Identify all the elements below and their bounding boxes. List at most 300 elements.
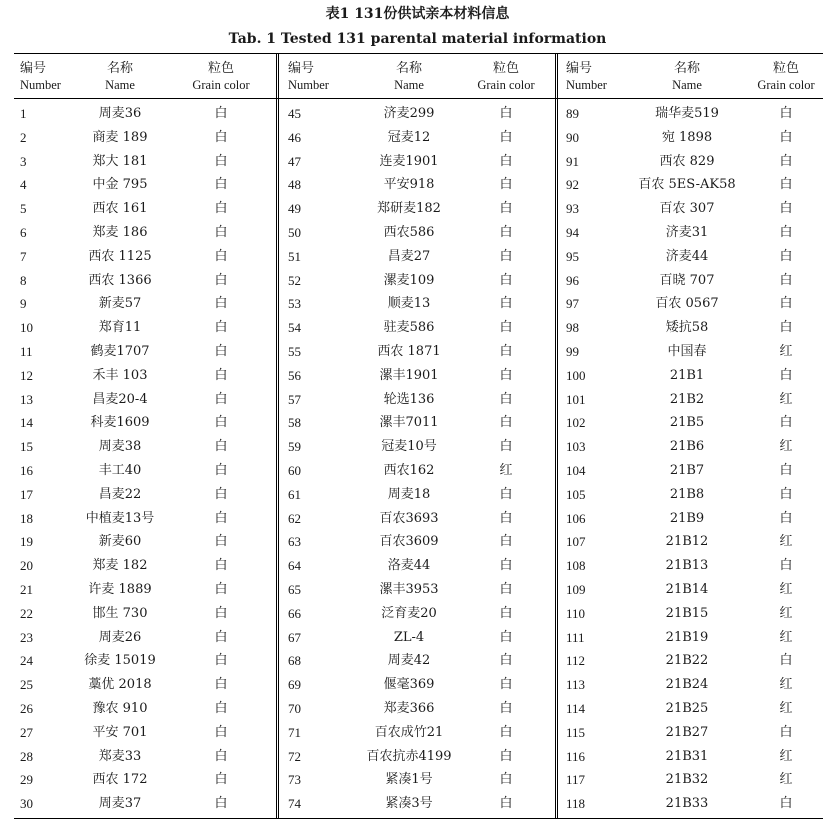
cell-number: 111 [566,629,585,645]
table-row [14,483,276,507]
table-row [559,697,823,721]
cell-number: 71 [288,724,301,740]
cell-grain-color: 白 [499,748,513,764]
bottom-rule [14,818,823,819]
cell-grain-color: 白 [499,248,513,264]
table-row [559,388,823,412]
cell-name: 科麦1609 [90,415,150,431]
cell-number: 117 [566,772,586,788]
name-header [359,60,459,94]
cell-grain-color: 红 [779,343,793,359]
cell-name: 漯麦109 [383,272,435,288]
cell-name: 紧凑1号 [385,772,433,788]
cell-number: 23 [20,629,33,645]
table-row [280,150,555,174]
cell-name: 郑麦33 [98,748,142,764]
number-header-en: Number [566,78,607,92]
cell-grain-color: 白 [214,534,228,550]
cell-grain-color: 白 [214,296,228,312]
cell-number: 116 [566,748,586,764]
table-row [14,578,276,602]
cell-number: 108 [566,558,586,574]
table-row [559,768,823,792]
cell-grain-color: 白 [214,724,228,740]
cell-grain-color: 白 [214,248,228,264]
table-row [280,649,555,673]
table-row [280,792,555,816]
table-row [280,697,555,721]
table-row [559,459,823,483]
cell-grain-color: 白 [214,201,228,217]
cell-name: 济麦44 [665,248,709,264]
cell-name: 百农 0567 [655,296,719,312]
cell-name: 邯生 730 [92,605,148,621]
table-row [14,435,276,459]
cell-grain-color: 白 [499,724,513,740]
cell-grain-color: 白 [214,177,228,193]
cell-number: 62 [288,510,301,526]
table-row [14,530,276,554]
cell-grain-color: 白 [214,510,228,526]
cell-number: 3 [20,153,27,169]
cell-number: 49 [288,201,301,217]
cell-name: 西农 1125 [88,248,152,264]
cell-grain-color: 白 [499,486,513,502]
cell-name: 紧凑3号 [385,796,433,812]
cell-name: 矮抗58 [665,320,709,336]
cell-number: 50 [288,224,301,240]
table-row [14,602,276,626]
table-row [280,435,555,459]
table-row [280,483,555,507]
cell-grain-color: 白 [779,796,793,812]
cell-name: 21B27 [665,724,709,740]
table-row [280,292,555,316]
cell-name: 郑大 181 [92,153,148,169]
cell-name: 轮选136 [383,391,435,407]
cell-name: 西农 829 [659,153,715,169]
cell-grain-color: 白 [499,343,513,359]
table-row [280,173,555,197]
cell-grain-color: 白 [214,677,228,693]
table-row [280,721,555,745]
table-header [280,54,555,98]
cell-number: 8 [20,272,27,288]
cell-number: 65 [288,581,301,597]
cell-number: 98 [566,320,579,336]
cell-number: 17 [20,486,33,502]
cell-name: 21B31 [665,748,709,764]
cell-grain-color: 白 [214,415,228,431]
table-row [559,221,823,245]
cell-number: 14 [20,415,33,431]
table-row [14,697,276,721]
cell-grain-color: 白 [214,581,228,597]
cell-grain-color: 白 [214,462,228,478]
cell-number: 61 [288,486,301,502]
table-row [559,721,823,745]
table-row [559,673,823,697]
cell-grain-color: 白 [214,343,228,359]
table-row [280,126,555,150]
table-row [14,316,276,340]
cell-name: 中金 795 [92,177,148,193]
cell-grain-color: 白 [779,462,793,478]
table-row [14,792,276,816]
cell-number: 67 [288,629,301,645]
cell-number: 16 [20,462,33,478]
cell-grain-color: 白 [499,272,513,288]
cell-name: 瑞华麦519 [655,106,719,121]
cell-number: 70 [288,700,301,716]
cell-name: 洛麦44 [387,558,431,574]
cell-grain-color: 红 [779,605,793,621]
cell-grain-color: 白 [214,558,228,574]
table-row [559,269,823,293]
cell-number: 58 [288,415,301,431]
grain-color-header-cn: 粒色 [207,61,234,76]
cell-name: ZL-4 [393,629,425,645]
column-divider-2 [555,54,558,818]
cell-grain-color: 红 [779,391,793,407]
cell-name: 21B1 [669,367,705,383]
cell-number: 15 [20,439,33,455]
table-panel-1 [14,54,276,812]
cell-grain-color: 白 [779,224,793,240]
cell-number: 90 [566,129,579,145]
cell-grain-color: 白 [499,653,513,669]
cell-name: 济麦299 [383,106,435,121]
table-row [14,364,276,388]
cell-name: 周麦26 [98,629,142,645]
cell-number: 30 [20,796,33,812]
cell-grain-color: 白 [499,772,513,788]
table-row [559,197,823,221]
cell-grain-color: 红 [779,629,793,645]
header-rule [14,98,823,99]
table-header [14,54,276,98]
cell-name: 平安 701 [92,724,148,740]
cell-name: 21B13 [665,558,709,574]
cell-number: 21 [20,581,33,597]
cell-number: 2 [20,129,27,145]
cell-grain-color: 白 [214,605,228,621]
table-row [559,316,823,340]
cell-name: 西农 161 [92,201,148,217]
cell-grain-color: 红 [779,677,793,693]
cell-name: 漯丰7011 [379,415,439,431]
name-header-cn: 名称 [106,61,133,76]
cell-name: 21B33 [665,796,709,812]
cell-grain-color: 白 [214,224,228,240]
table-row [280,530,555,554]
cell-name: 周麦18 [387,486,431,502]
table-row [559,411,823,435]
cell-grain-color: 白 [779,486,793,502]
cell-name: 宛 1898 [661,129,713,145]
cell-grain-color: 白 [779,129,793,145]
table-row [280,459,555,483]
cell-name: 百农 5ES-AK58 [638,177,736,193]
table-row [280,221,555,245]
cell-number: 29 [20,772,33,788]
cell-number: 73 [288,772,301,788]
table-panel-2 [280,54,555,812]
cell-number: 26 [20,700,33,716]
table-row [14,245,276,269]
cell-name: 中植麦13号 [85,510,155,526]
table-row [559,578,823,602]
table-row [280,364,555,388]
cell-grain-color: 白 [499,558,513,574]
cell-number: 93 [566,201,579,217]
table-row [280,554,555,578]
number-header [288,60,329,94]
table-row [559,626,823,650]
table-row [14,626,276,650]
cell-name: 鹤麦1707 [90,343,150,359]
name-header-cn: 名称 [395,61,422,76]
cell-grain-color: 白 [499,320,513,336]
grain-color-header-cn: 粒色 [772,61,799,76]
cell-grain-color: 白 [499,605,513,621]
table-row [559,554,823,578]
cell-number: 12 [20,367,33,383]
cell-number: 13 [20,391,33,407]
cell-name: 郑麦 186 [92,224,148,240]
cell-number: 60 [288,462,301,478]
table-row [14,507,276,531]
table-row [280,507,555,531]
cell-number: 66 [288,605,301,621]
cell-number: 57 [288,391,301,407]
cell-name: 商麦 189 [92,129,148,145]
cell-name: 21B12 [665,534,709,550]
cell-number: 110 [566,605,586,621]
cell-number: 118 [566,796,586,812]
cell-number: 69 [288,677,301,693]
cell-name: 郑麦366 [383,700,435,716]
cell-number: 20 [20,558,33,574]
cell-grain-color: 白 [499,106,513,121]
cell-grain-color: 白 [499,177,513,193]
cell-name: 昌麦22 [98,486,142,502]
cell-name: 百晓 707 [659,272,715,288]
table-row [559,792,823,816]
cell-number: 19 [20,534,33,550]
table-row [559,530,823,554]
table-row [280,578,555,602]
table-row [14,173,276,197]
cell-number: 107 [566,534,586,550]
table-row [559,602,823,626]
cell-number: 1 [20,106,27,121]
cell-name: 21B19 [665,629,709,645]
name-header-en: Name [394,78,424,92]
table-row [559,745,823,769]
cell-name: 郑麦 182 [92,558,148,574]
table-row [559,102,823,126]
table-row [280,768,555,792]
name-header [70,60,170,94]
cell-grain-color: 白 [499,201,513,217]
cell-number: 72 [288,748,301,764]
cell-number: 52 [288,272,301,288]
cell-number: 11 [20,343,33,359]
cell-number: 56 [288,367,301,383]
cell-name: 偃毫369 [383,677,435,693]
cell-name: 连麦1901 [379,153,439,169]
cell-number: 18 [20,510,33,526]
cell-grain-color: 红 [779,772,793,788]
number-header-en: Number [288,78,329,92]
cell-grain-color: 白 [214,367,228,383]
cell-name: 西农162 [383,462,435,478]
name-header-en: Name [105,78,135,92]
number-header-cn: 编号 [566,61,593,76]
cell-name: 百农抗赤4199 [366,748,452,764]
table-row [280,340,555,364]
grain-color-header [456,60,556,94]
cell-grain-color: 白 [499,367,513,383]
table-row [14,102,276,126]
cell-name: 新麦60 [98,534,142,550]
table-row [280,102,555,126]
cell-number: 46 [288,129,301,145]
name-header-cn: 名称 [673,61,700,76]
cell-name: 驻麦586 [383,320,435,336]
number-header-en: Number [20,78,61,92]
table-row [14,459,276,483]
table-row [280,745,555,769]
cell-grain-color: 白 [779,510,793,526]
cell-name: 泛育麦20 [381,605,437,621]
cell-grain-color: 白 [214,439,228,455]
cell-name: 济麦31 [665,224,709,240]
number-header-cn: 编号 [20,61,47,76]
cell-grain-color: 白 [499,534,513,550]
grain-color-header [171,60,271,94]
cell-number: 68 [288,653,301,669]
table-row [280,626,555,650]
table-row [559,649,823,673]
cell-number: 94 [566,224,579,240]
cell-name: 昌麦20-4 [92,391,148,407]
cell-grain-color: 白 [779,558,793,574]
cell-number: 112 [566,653,586,669]
table-row [14,340,276,364]
cell-grain-color: 白 [779,724,793,740]
cell-name: 21B15 [665,605,709,621]
cell-name: 百农 307 [659,201,715,217]
cell-name: 周麦38 [98,439,142,455]
cell-grain-color: 白 [499,296,513,312]
cell-number: 47 [288,153,301,169]
table-row [14,649,276,673]
cell-grain-color: 白 [214,772,228,788]
cell-name: 21B32 [665,772,709,788]
cell-grain-color: 红 [779,581,793,597]
table-row [14,126,276,150]
cell-number: 9 [20,296,27,312]
cell-grain-color: 白 [499,391,513,407]
table-row [14,197,276,221]
cell-name: 冠麦10号 [381,439,437,455]
table-row [559,507,823,531]
cell-number: 109 [566,581,586,597]
table-row [559,245,823,269]
cell-number: 74 [288,796,301,812]
cell-number: 24 [20,653,33,669]
cell-number: 101 [566,391,586,407]
cell-number: 114 [566,700,586,716]
cell-grain-color: 白 [214,629,228,645]
cell-name: 21B22 [665,653,709,669]
cell-grain-color: 白 [499,439,513,455]
cell-number: 105 [566,486,586,502]
table-row [280,245,555,269]
table-row [14,721,276,745]
cell-number: 96 [566,272,579,288]
table-row [280,269,555,293]
cell-grain-color: 白 [779,106,793,121]
cell-name: 新麦57 [98,296,142,312]
cell-name: 西农586 [383,224,435,240]
cell-name: 周麦36 [98,106,142,121]
number-header [566,60,607,94]
cell-number: 113 [566,677,586,693]
cell-number: 106 [566,510,586,526]
cell-number: 54 [288,320,301,336]
cell-number: 5 [20,201,27,217]
cell-number: 6 [20,224,27,240]
cell-name: 昌麦27 [387,248,431,264]
cell-grain-color: 白 [499,153,513,169]
cell-number: 53 [288,296,301,312]
table-row [559,150,823,174]
cell-name: 豫农 910 [92,700,148,716]
table-row [14,411,276,435]
table-row [14,554,276,578]
cell-number: 95 [566,248,579,264]
cell-number: 10 [20,320,33,336]
cell-grain-color: 白 [214,391,228,407]
cell-name: 21B9 [669,510,705,526]
cell-number: 97 [566,296,579,312]
cell-grain-color: 白 [779,653,793,669]
cell-grain-color: 红 [499,462,513,478]
cell-grain-color: 红 [779,534,793,550]
grain-color-header-en: Grain color [192,78,250,92]
cell-name: 周麦37 [98,796,142,812]
cell-name: 郑研麦182 [377,201,441,217]
cell-grain-color: 白 [499,629,513,645]
cell-grain-color: 白 [779,296,793,312]
cell-grain-color: 白 [214,106,228,121]
cell-grain-color: 白 [779,177,793,193]
table-row [14,269,276,293]
cell-number: 104 [566,462,586,478]
cell-name: 禾丰 103 [92,367,148,383]
grain-color-header [736,60,835,94]
cell-name: 西农 172 [92,772,148,788]
grain-color-header-en: Grain color [477,78,535,92]
cell-name: 顺麦13 [387,296,431,312]
table-row [280,602,555,626]
cell-number: 100 [566,367,586,383]
cell-name: 百农3693 [379,510,439,526]
cell-grain-color: 白 [214,486,228,502]
